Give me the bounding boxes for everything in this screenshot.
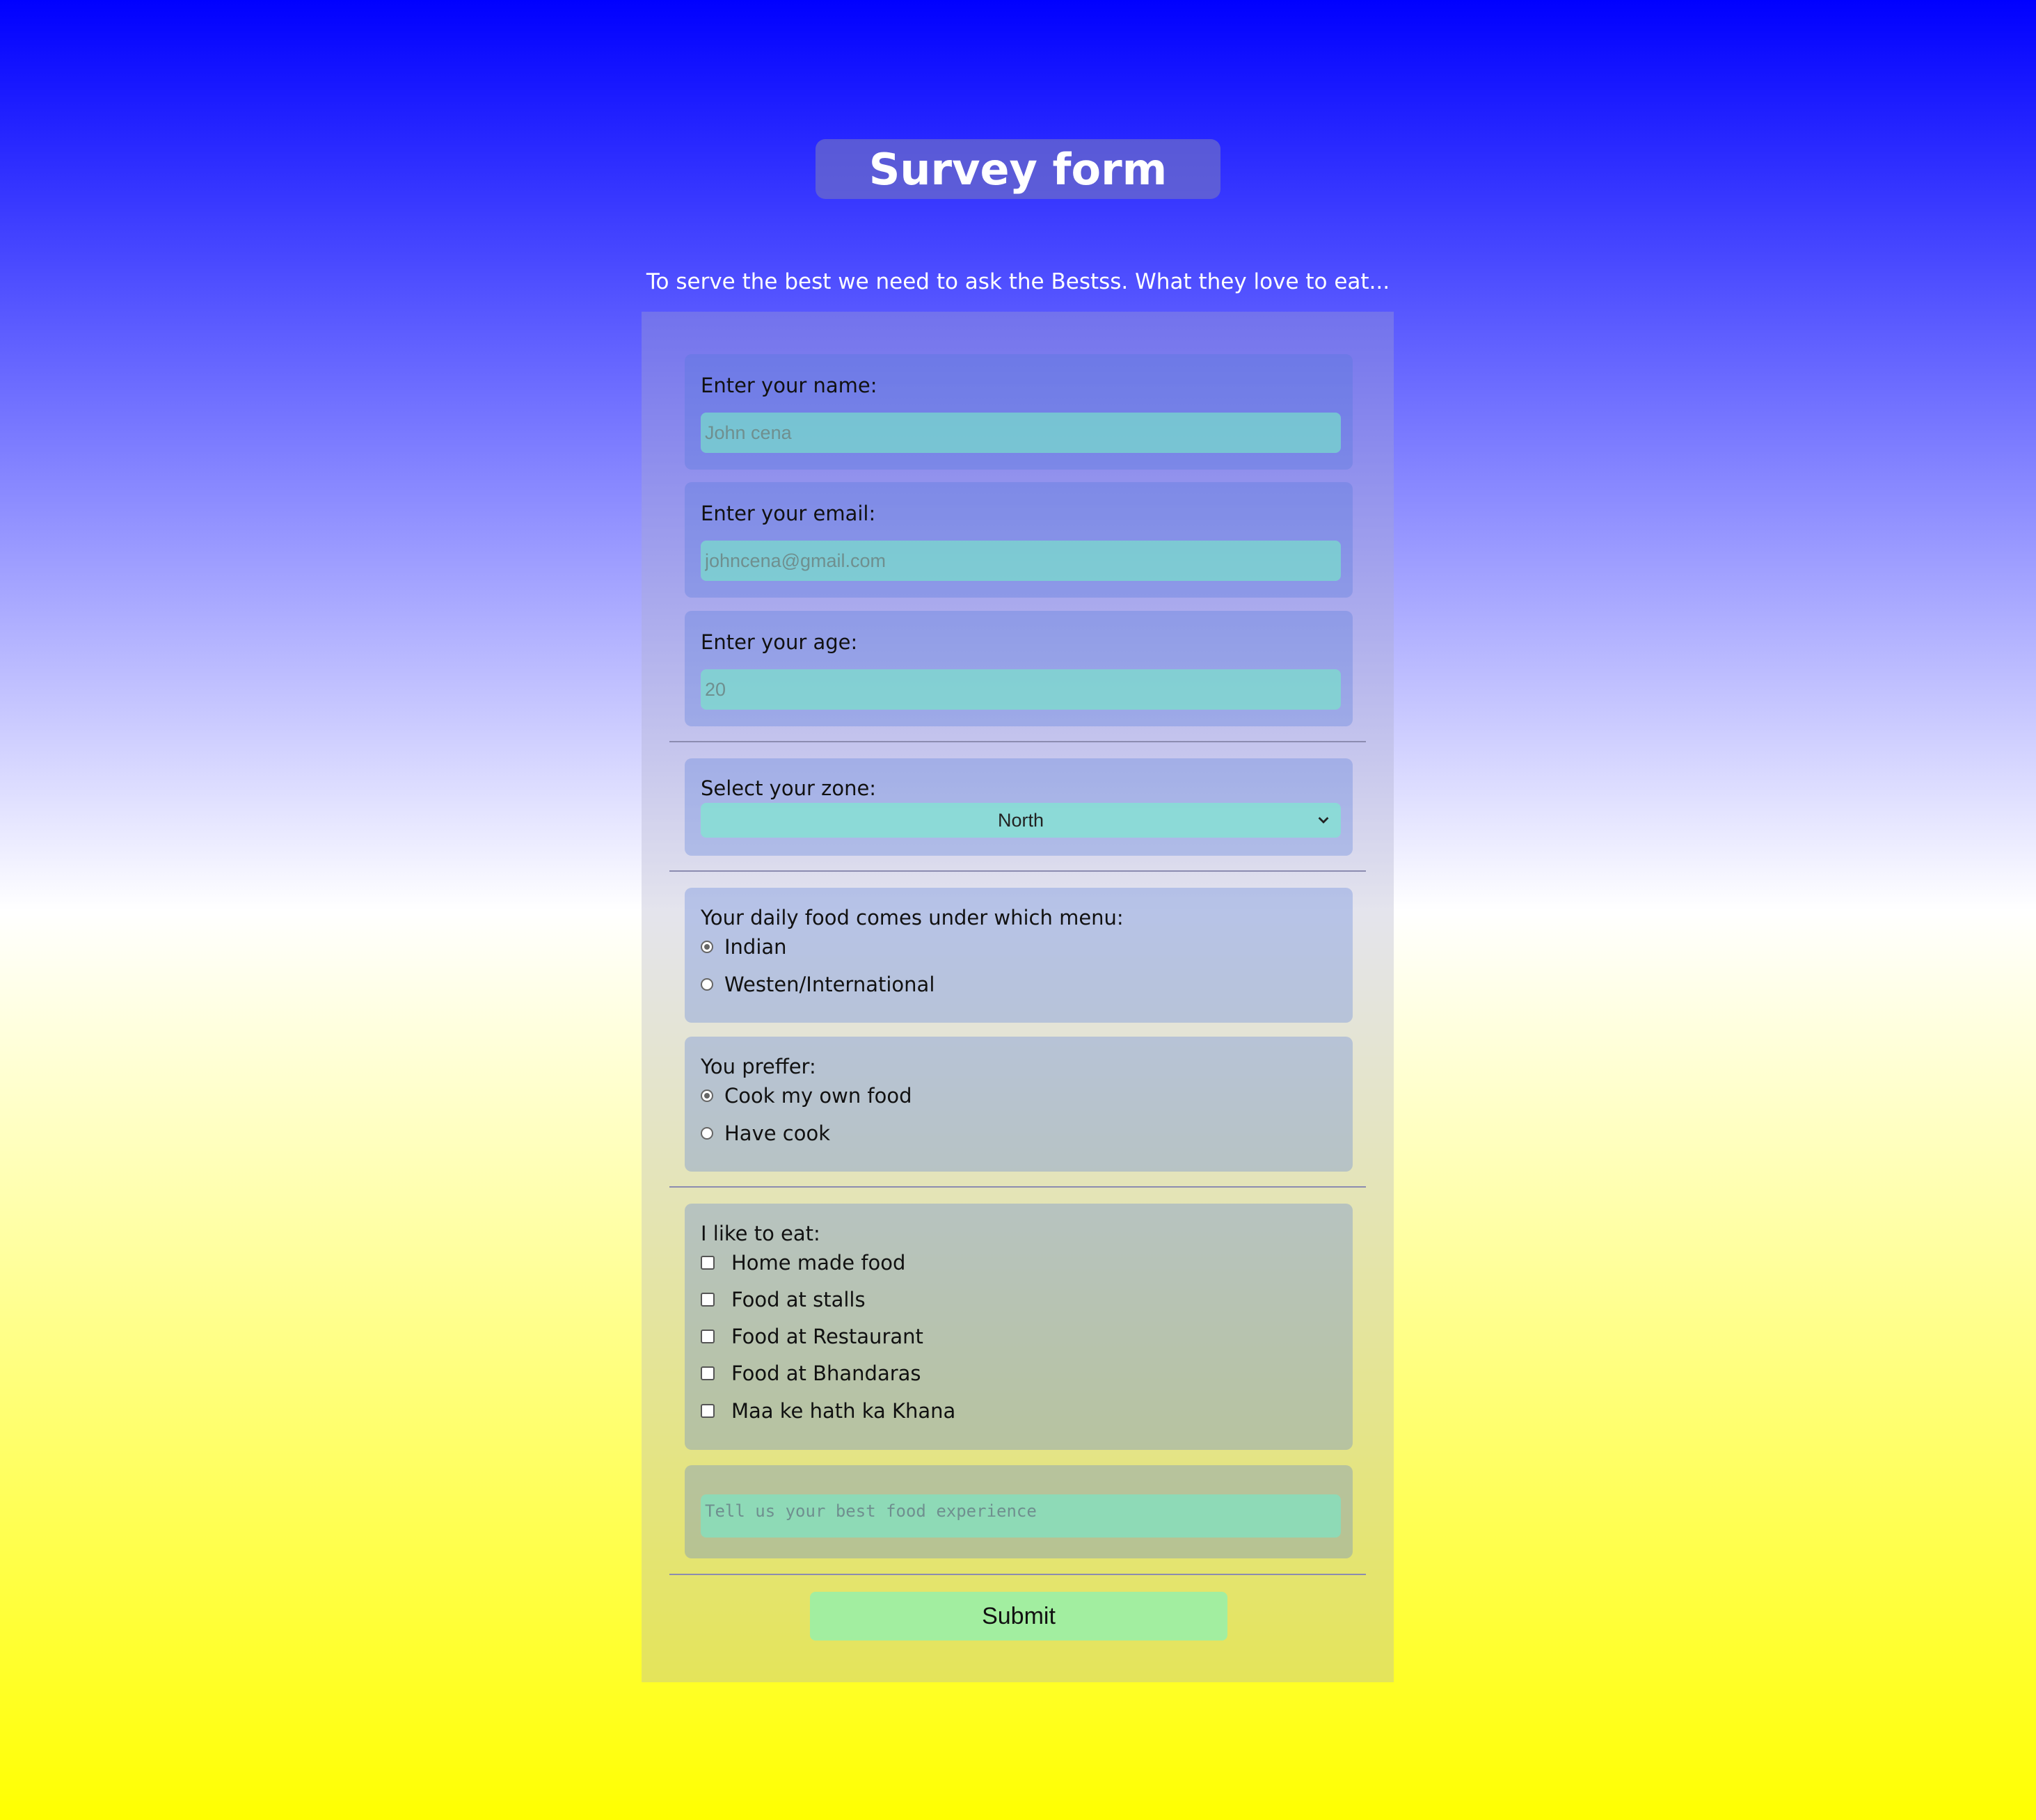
radio-label: Westen/International [724, 973, 935, 996]
checkbox-option[interactable] [701, 1288, 866, 1311]
name-input[interactable] [701, 413, 1341, 453]
radio-option-cook-own[interactable] [701, 1084, 912, 1108]
radio-option-western[interactable] [701, 973, 935, 996]
page-subtitle: To serve the best we need to ask the Bestss. What they love to eat... [646, 269, 1390, 294]
zone-card [685, 758, 1353, 856]
checkbox-option[interactable] [701, 1362, 921, 1385]
checkbox[interactable] [701, 1366, 715, 1380]
radio-button[interactable] [701, 978, 713, 991]
email-input[interactable] [701, 541, 1341, 581]
prefer-card [685, 1037, 1353, 1172]
divider [669, 741, 1366, 742]
title-box [816, 139, 1220, 199]
experience-textarea[interactable]: Tell us your best food experience [701, 1494, 1341, 1538]
radio-button[interactable] [701, 1127, 713, 1140]
zone-label: Select your zone: [701, 776, 877, 800]
divider [669, 1574, 1366, 1575]
checkbox-label: Food at Restaurant [731, 1325, 923, 1348]
likes-card [685, 1204, 1353, 1450]
menu-label: Your daily food comes under which menu: [701, 906, 1124, 929]
checkbox-option[interactable] [701, 1399, 955, 1423]
radio-button-checked[interactable] [701, 941, 713, 953]
radio-label: Cook my own food [724, 1084, 912, 1108]
checkbox[interactable] [701, 1330, 715, 1343]
submit-button[interactable]: Submit [810, 1592, 1227, 1641]
page-title: Survey form [868, 143, 1168, 195]
checkbox[interactable] [701, 1256, 715, 1270]
checkbox-label: Food at Bhandaras [731, 1362, 921, 1385]
checkbox-option[interactable] [701, 1251, 905, 1275]
name-label: Enter your name: [701, 374, 877, 397]
radio-label: Have cook [724, 1121, 831, 1145]
radio-option-have-cook[interactable] [701, 1121, 830, 1145]
age-card [685, 611, 1353, 726]
divider [669, 1186, 1366, 1188]
name-card [685, 354, 1353, 470]
checkbox-label: Food at stalls [731, 1288, 866, 1311]
zone-select[interactable] [701, 803, 1341, 838]
checkbox-label: Home made food [731, 1251, 906, 1275]
divider [669, 870, 1366, 872]
radio-label: Indian [724, 935, 787, 959]
prefer-label: You preffer: [701, 1055, 816, 1078]
survey-form [642, 312, 1394, 1682]
checkbox[interactable] [701, 1404, 715, 1418]
age-input[interactable] [701, 669, 1341, 710]
checkbox[interactable] [701, 1293, 715, 1307]
email-card [685, 482, 1353, 598]
radio-option-indian[interactable] [701, 935, 787, 959]
menu-card [685, 888, 1353, 1023]
radio-button-checked[interactable] [701, 1089, 713, 1102]
email-label: Enter your email: [701, 502, 876, 525]
chevron-down-icon [1316, 813, 1331, 828]
experience-card [685, 1465, 1353, 1558]
zone-selected-value: North [997, 809, 1044, 831]
checkbox-label: Maa ke hath ka Khana [731, 1399, 956, 1423]
likes-label: I like to eat: [701, 1222, 820, 1245]
checkbox-option[interactable] [701, 1325, 923, 1348]
age-label: Enter your age: [701, 630, 858, 654]
